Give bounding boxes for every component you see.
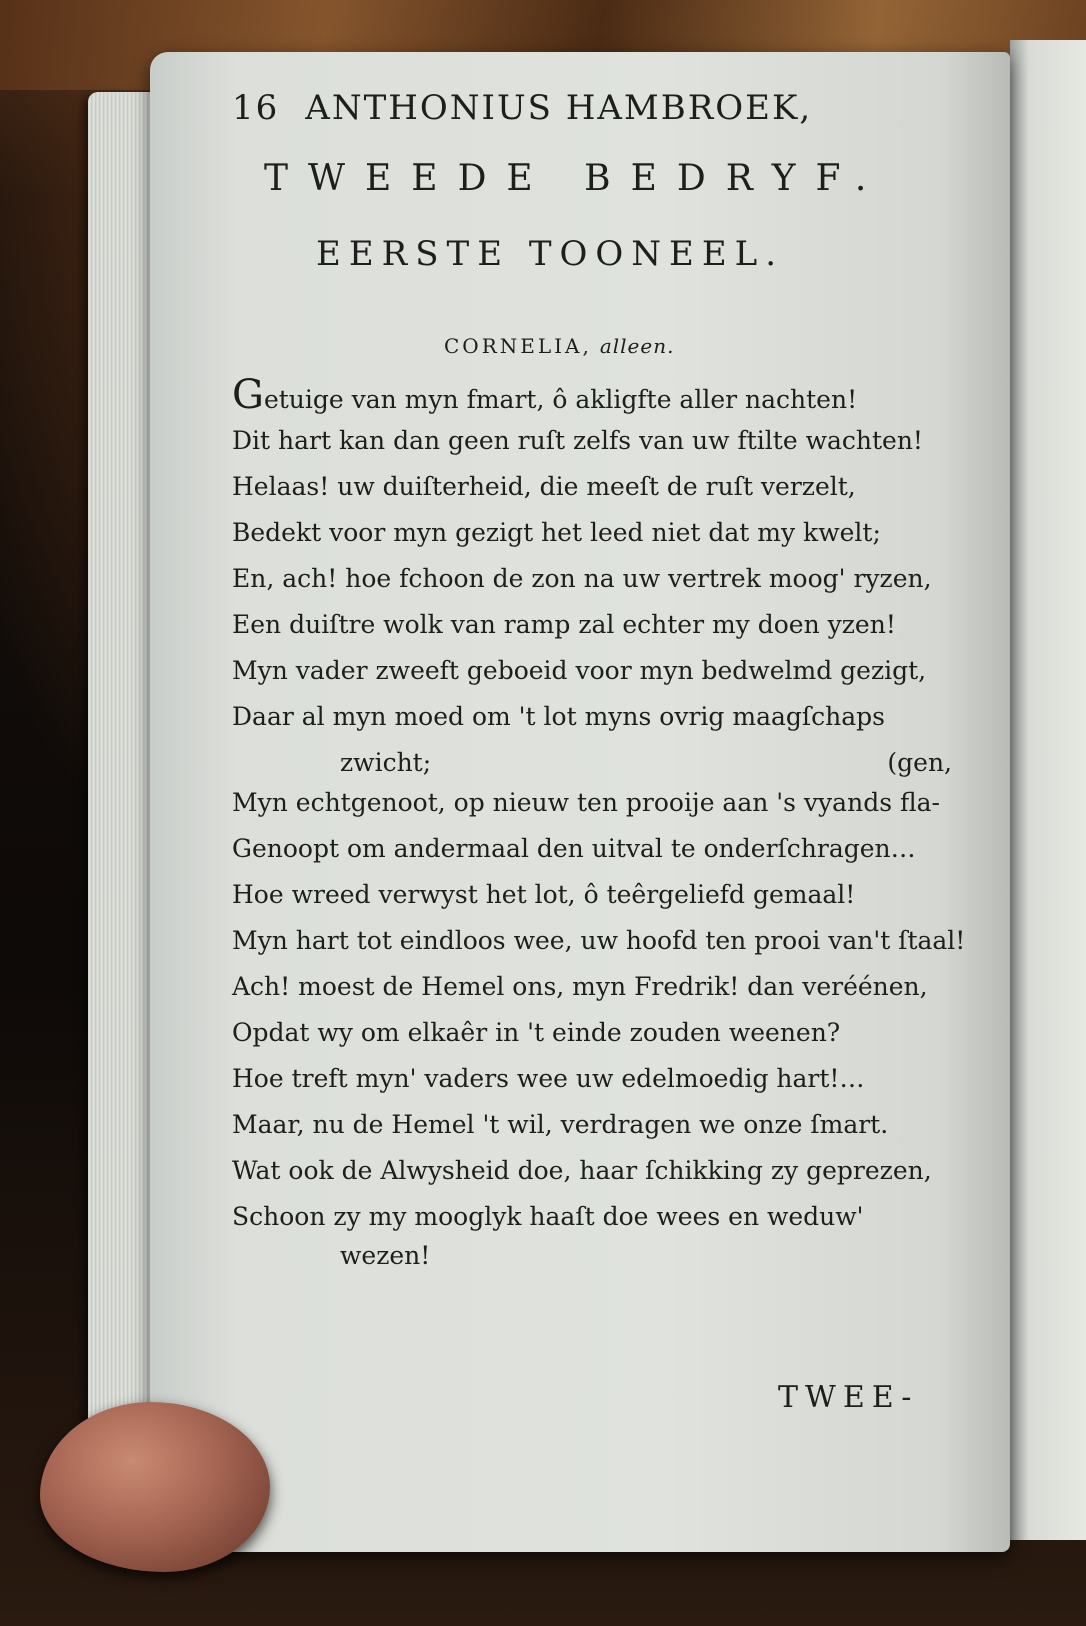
act-title: TWEEDE BEDRYF. [264,158,887,199]
scene-title: EERSTE TOONEEL. [316,234,785,274]
verse-line: Opdat wy om elkaêr in 't einde zouden weenen? [232,1018,841,1047]
verse-line: Bedekt voor myn gezigt het leed niet dat my kwelt; [232,518,881,547]
speaker-heading [444,334,674,358]
verse-line: En, ach! hoe fchoon de zon na uw vertrek moog' ryzen, [232,564,932,593]
verse-wrap-text: zwicht; [340,748,432,777]
verse-turnover-text: (gen, [887,748,952,777]
verse-line-wrap: wezen! [340,1241,431,1270]
stage-direction: alleen. [599,334,675,358]
verse-line: Helaas! uw duiſterheid, die meeſt de ruſt verzelt, [232,472,856,501]
verse-line: Daar al myn moed om 't lot myns ovrig maagſchaps [232,702,885,731]
verse-line: Schoon zy my mooglyk haaſt doe wees en weduw' [232,1202,864,1231]
verse-line: Hoe treft myn' vaders wee uw edelmoedig hart!… [232,1064,865,1093]
verse-line: Getuige van myn fmart, ô akligfte aller nachten! [232,372,858,418]
verse-line: Ach! moest de Hemel ons, myn Fredrik! dan veréénen, [232,972,928,1001]
verse-line: Hoe wreed verwyst het lot, ô teêrgeliefd gemaal! [232,880,856,909]
pebble-weight [40,1402,270,1572]
facing-page-edge [1010,40,1086,1540]
speaker-name: CORNELIA, [444,334,592,358]
verse-line: Dit hart kan dan geen ruſt zelfs van uw ftilte wachten! [232,426,923,455]
running-head-title: ANTHONIUS HAMBROEK, [305,88,813,128]
page-number: 16 [232,88,280,128]
verse-line-wrap [232,740,952,780]
verse-line: Myn echtgenoot, op nieuw ten prooije aan 's vyands fla- [232,788,940,817]
running-head [232,88,812,128]
verse-line: Maar, nu de Hemel 't wil, verdragen we onze ſmart. [232,1110,889,1139]
verse-line: Een duiſtre wolk van ramp zal echter my doen yzen! [232,610,896,639]
verse-line: Genoopt om andermaal den uitval te onderſchragen… [232,834,916,863]
verse-line: Myn vader zweeft geboeid voor myn bedwelmd gezigt, [232,656,927,685]
catchword: TWEE- [778,1380,919,1415]
verse-line: Myn hart tot eindloos wee, uw hoofd ten prooi van't ſtaal! [232,926,966,955]
verse-block [232,372,972,1276]
verse-line: Wat ook de Alwysheid doe, haar ſchikking zy geprezen, [232,1156,932,1185]
